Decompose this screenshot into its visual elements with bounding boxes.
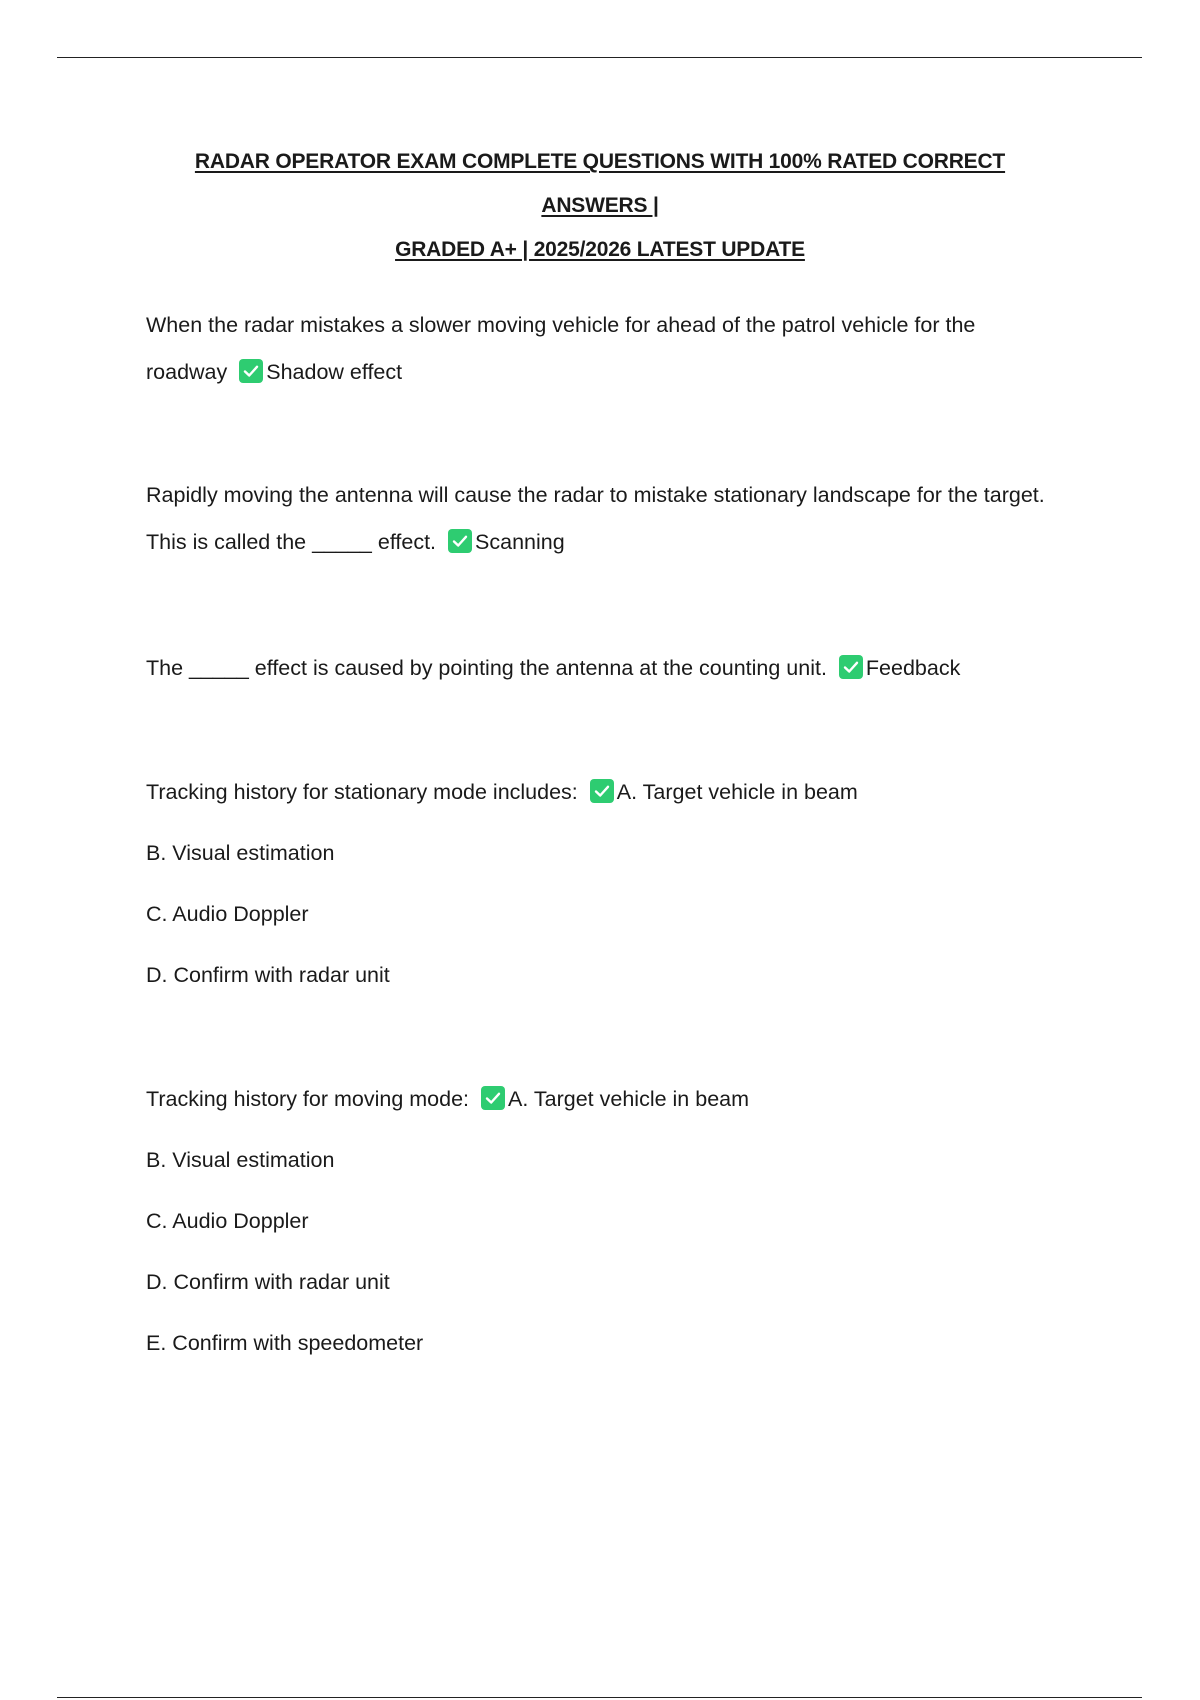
document-title	[150, 140, 1050, 272]
question-4	[146, 762, 858, 1006]
check-mark-icon	[481, 1086, 505, 1110]
check-mark-icon	[448, 529, 472, 553]
question-4-option: C. Audio Doppler	[146, 902, 309, 926]
question-3	[146, 645, 960, 692]
question-5-text: Tracking history for moving mode:	[146, 1087, 470, 1111]
question-4-text: Tracking history for stationary mode includes:	[146, 780, 578, 804]
question-2	[146, 472, 1045, 566]
check-mark-icon	[839, 655, 863, 679]
title-line-2: GRADED A+ | 2025/2026 LATEST UPDATE	[395, 238, 805, 261]
question-4-option: D. Confirm with radar unit	[146, 963, 390, 987]
question-4-option: B. Visual estimation	[146, 841, 335, 865]
question-5-option: D. Confirm with radar unit	[146, 1270, 390, 1294]
check-mark-icon	[239, 359, 263, 383]
question-3-answer: Feedback	[865, 656, 961, 680]
question-4-answer: A. Target vehicle in beam	[616, 780, 858, 804]
question-5-option: C. Audio Doppler	[146, 1209, 309, 1233]
question-1-text: When the radar mistakes a slower moving vehicle for ahead of the patrol vehicle for the	[146, 313, 976, 337]
question-5	[146, 1069, 749, 1374]
question-1-answer: Shadow effect	[266, 360, 403, 384]
question-5-option: B. Visual estimation	[146, 1148, 335, 1172]
question-1-text-cont: roadway	[146, 360, 228, 384]
question-5-answer: A. Target vehicle in beam	[508, 1087, 750, 1111]
top-rule	[57, 57, 1142, 58]
title-line-1: RADAR OPERATOR EXAM COMPLETE QUESTIONS WITH 100% RATED CORRECT ANSWERS |	[194, 150, 1006, 217]
question-2-text: Rapidly moving the antenna will cause the radar to mistake stationary landscape for the target.	[146, 483, 1045, 507]
question-1	[146, 302, 975, 396]
bottom-rule	[57, 1697, 1142, 1698]
check-mark-icon	[590, 779, 614, 803]
question-5-option: E. Confirm with speedometer	[146, 1331, 424, 1355]
question-2-text-cont: This is called the _____ effect.	[146, 530, 437, 554]
question-3-text: The _____ effect is caused by pointing the antenna at the counting unit.	[146, 656, 827, 680]
question-2-answer: Scanning	[475, 530, 565, 554]
